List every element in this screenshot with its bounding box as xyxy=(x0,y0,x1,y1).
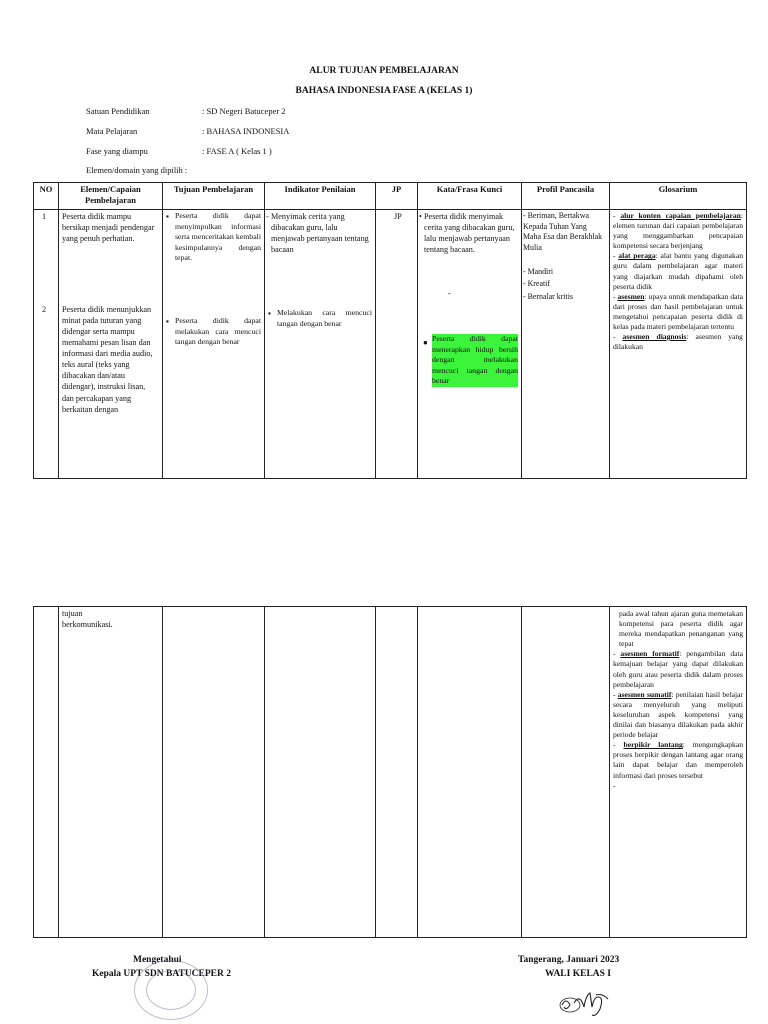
mapel-value: : BAHASA INDONESIA xyxy=(202,126,290,136)
bullet-icon: ● xyxy=(423,338,428,347)
dash-icon: - xyxy=(266,212,269,221)
indikator-text-1: Menyimak cerita yang dibacakan guru, lalu menjawab pertanyaan tentang bacaan xyxy=(271,212,369,255)
glosarium-continuation: pada awal tahun ajaran guna memetakan kompetensi para peserta didik agar mereka mendapatkan penanganan yang tepat xyxy=(619,609,743,649)
tujuan-text-2: Peserta didik dapat melakukan cara mencuci tangan dengan benar xyxy=(175,316,261,347)
row-number-2: 2 xyxy=(42,305,47,314)
bullet-icon: • xyxy=(419,212,422,221)
bullet-icon: ▪ xyxy=(268,309,271,318)
fase-value: : FASE A ( Kelas 1 ) xyxy=(202,146,272,156)
header-elemen: Elemen/Capaian Pembelajaran xyxy=(59,183,163,210)
satuan-label: Satuan Pendidikan xyxy=(86,106,150,116)
glosarium-item: - alur konten capaian pembelajaran: elemen turunan dari capaian pembelajaran yang menggambarkan pencapaian kompetensi secara berjenjang xyxy=(613,211,743,251)
signature-left-title: Kepala UPT SDN BATUCEPER 2 xyxy=(92,969,231,979)
tujuan-text-1: Peserta didik dapat menyimpulkan informasi serta menceritakan kembali kesimpulannya dengan tepat. xyxy=(175,211,261,263)
kata-text-2-highlighted: Peserta didik dapat menerapkan hidup bersih dengan melakukan mencuci tangan dengan benar xyxy=(432,334,518,386)
satuan-value: : SD Negeri Batuceper 2 xyxy=(202,106,286,116)
kata-text-1: Peserta didik menyimak cerita yang dibacakan guru, lalu menjawab pertanyaan tentang bacaan. xyxy=(424,212,515,255)
elemen-text-1: Peserta didik mampu bersikap menjadi pendengar yang penuh perhatian. xyxy=(62,212,155,244)
row-number-1: 1 xyxy=(42,212,47,221)
signature-left-label: Mengetahui xyxy=(133,955,182,965)
header-jp: JP xyxy=(376,183,418,210)
handwritten-signature-icon xyxy=(556,985,616,1021)
signature-right-date: Tangerang, Januari 2023 xyxy=(518,955,620,965)
glosarium-list-continued xyxy=(613,609,744,791)
glosarium-end-dash: - xyxy=(613,780,616,790)
elemen-text-continued: tujuan berkomunikasi. xyxy=(62,609,113,630)
fase-label: Fase yang diampu xyxy=(86,146,148,156)
profil-item-3: - Kreatif xyxy=(523,279,550,288)
atp-table xyxy=(33,182,747,479)
glosarium-list xyxy=(613,211,743,352)
glosarium-item: - alat peraga: alat bantu yang digunakan guru dalam pembelajaran agar materi yang diajarkan mudah dipahami oleh peserta didik xyxy=(613,251,743,291)
indikator-text-2: Melakukan cara mencuci tangan dengan benar xyxy=(277,308,372,328)
glosarium-item: - asesmen sumatif: penilaian hasil belajar secara menyeluruh yang meliputi keseluruhan aspek kompetensi yang dinilai dan biasanya dilakukan pada akhir periode belajar xyxy=(613,689,744,740)
bullet-icon: ▪ xyxy=(166,212,169,221)
header-indikator: Indikator Penilaian xyxy=(265,183,376,210)
glosarium-item: - asesmen formatif: pengambilan data kemajuan belajar yang dapat dilakukan oleh guru atau peserta didik dalam proses pembelajaran xyxy=(613,649,743,689)
bullet-icon: ▪ xyxy=(166,317,169,326)
header-glosarium: Glosarium xyxy=(610,183,747,210)
document-subtitle: BAHASA INDONESIA FASE A (KELAS 1) xyxy=(295,86,473,96)
table-row xyxy=(34,607,747,938)
mapel-label: Mata Pelajaran xyxy=(86,126,138,136)
kata-dash: - xyxy=(448,289,451,298)
document-title: ALUR TUJUAN PEMBELAJARAN xyxy=(309,66,459,76)
profil-item-1: - Beriman, Bertakwa Kepada Tuhan Yang Maha Esa dan Berakhlak Mulia xyxy=(523,211,603,253)
profil-item-2: - Mandiri xyxy=(523,267,554,276)
header-no: NO xyxy=(34,183,59,210)
table-row xyxy=(34,210,747,479)
header-kata: Kata/Frasa Kunci xyxy=(418,183,522,210)
elemen-label: Elemen/domain yang dipilih : xyxy=(86,165,188,175)
signature-right-title: WALI KELAS I xyxy=(545,969,611,979)
glosarium-item: - asesmen diagnosis: asesmen yang dilakukan xyxy=(613,332,743,352)
glosarium-item: - berpikir lantang: mengungkapkan proses berpikir dengan lantang agar orang lain dapat belajar dan memperoleh informasi dari proses tersebut xyxy=(613,740,743,780)
glosarium-item: - asesmen: upaya untuk mendapatkan data dari proses dan hasil pembelajaran untuk mengetahui pencapaian peserta didik di kelas pada materi pembelajaran tertentu xyxy=(613,291,744,332)
header-profil: Profil Pancasila xyxy=(522,183,610,210)
official-stamp-inner-icon xyxy=(146,970,196,1010)
atp-table-continued xyxy=(33,606,747,938)
profil-item-4: - Bernalar kritis xyxy=(523,292,573,301)
table-header-row xyxy=(34,183,747,210)
header-tujuan: Tujuan Pembelajaran xyxy=(163,183,265,210)
elemen-text-2: Peserta didik menunjukkan minat pada tuturan yang didengar serta mampu memahami pesan lisan dan informasi dari media audio, teks aural (teks yang dibacakan dan/atau didengar), instruksi lisan, dan percakapan yang berkaitan dengan xyxy=(62,305,153,414)
jp-value: JP xyxy=(394,212,402,221)
